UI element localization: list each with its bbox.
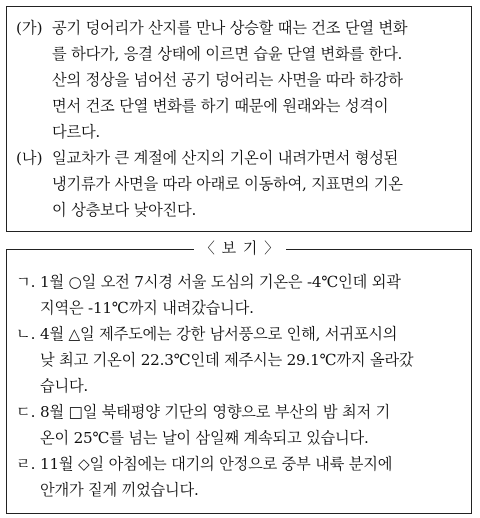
example-label: ㄴ. xyxy=(16,325,36,343)
passage-ga-label: (가) xyxy=(16,19,43,37)
passage-ga-line: 면서 건조 단열 변화를 하기 때문에 원래와는 성격이 xyxy=(52,97,389,115)
example-label: ㄹ. xyxy=(16,455,36,473)
example-line: 4월 △일 제주도에는 강한 남서풍으로 인해, 서귀포시의 xyxy=(40,325,398,343)
passage-ga-line: 다르다. xyxy=(52,123,101,141)
example-label: ㄱ. xyxy=(16,273,36,291)
example-line: 낮 최고 기온이 22.3℃인데 제주시는 29.1℃까지 올라갔 xyxy=(40,351,414,369)
box-title: 〈 보 기 〉 xyxy=(194,238,286,258)
example-line: 1월 ○일 오전 7시경 서울 도심의 기온은 -4℃인데 외곽 xyxy=(40,273,401,291)
example-line: 지역은 -11℃까지 내려갔습니다. xyxy=(40,299,254,317)
example-label: ㄷ. xyxy=(16,403,36,421)
example-line: 11월 ◇일 아침에는 대기의 안정으로 중부 내륙 분지에 xyxy=(40,455,393,473)
example-line: 습니다. xyxy=(40,377,89,395)
example-line: 안개가 짙게 끼었습니다. xyxy=(40,481,199,499)
box-title-wrap xyxy=(0,238,480,258)
passage-na-line: 냉기류가 사면을 따라 아래로 이동하여, 지표면의 기온 xyxy=(52,175,403,193)
example-line: 온이 25℃를 넘는 날이 삼일째 계속되고 있습니다. xyxy=(40,429,369,447)
example-line: 8월 □일 북태평양 기단의 영향으로 부산의 밤 최저 기 xyxy=(40,403,391,421)
passage-ga-line: 를 하다가, 응결 상태에 이르면 습윤 단열 변화를 한다. xyxy=(52,45,403,63)
passage-na-label: (나) xyxy=(16,149,43,167)
passage-ga-line: 공기 덩어리가 산지를 만나 상승할 때는 건조 단열 변화 xyxy=(52,19,408,37)
passage-ga-line: 산의 정상을 넘어선 공기 덩어리는 사면을 따라 하강하 xyxy=(52,71,403,89)
passage-na-line: 일교차가 큰 계절에 산지의 기온이 내려가면서 형성된 xyxy=(52,149,399,167)
passage-na-line: 이 상층보다 낮아진다. xyxy=(52,201,197,219)
